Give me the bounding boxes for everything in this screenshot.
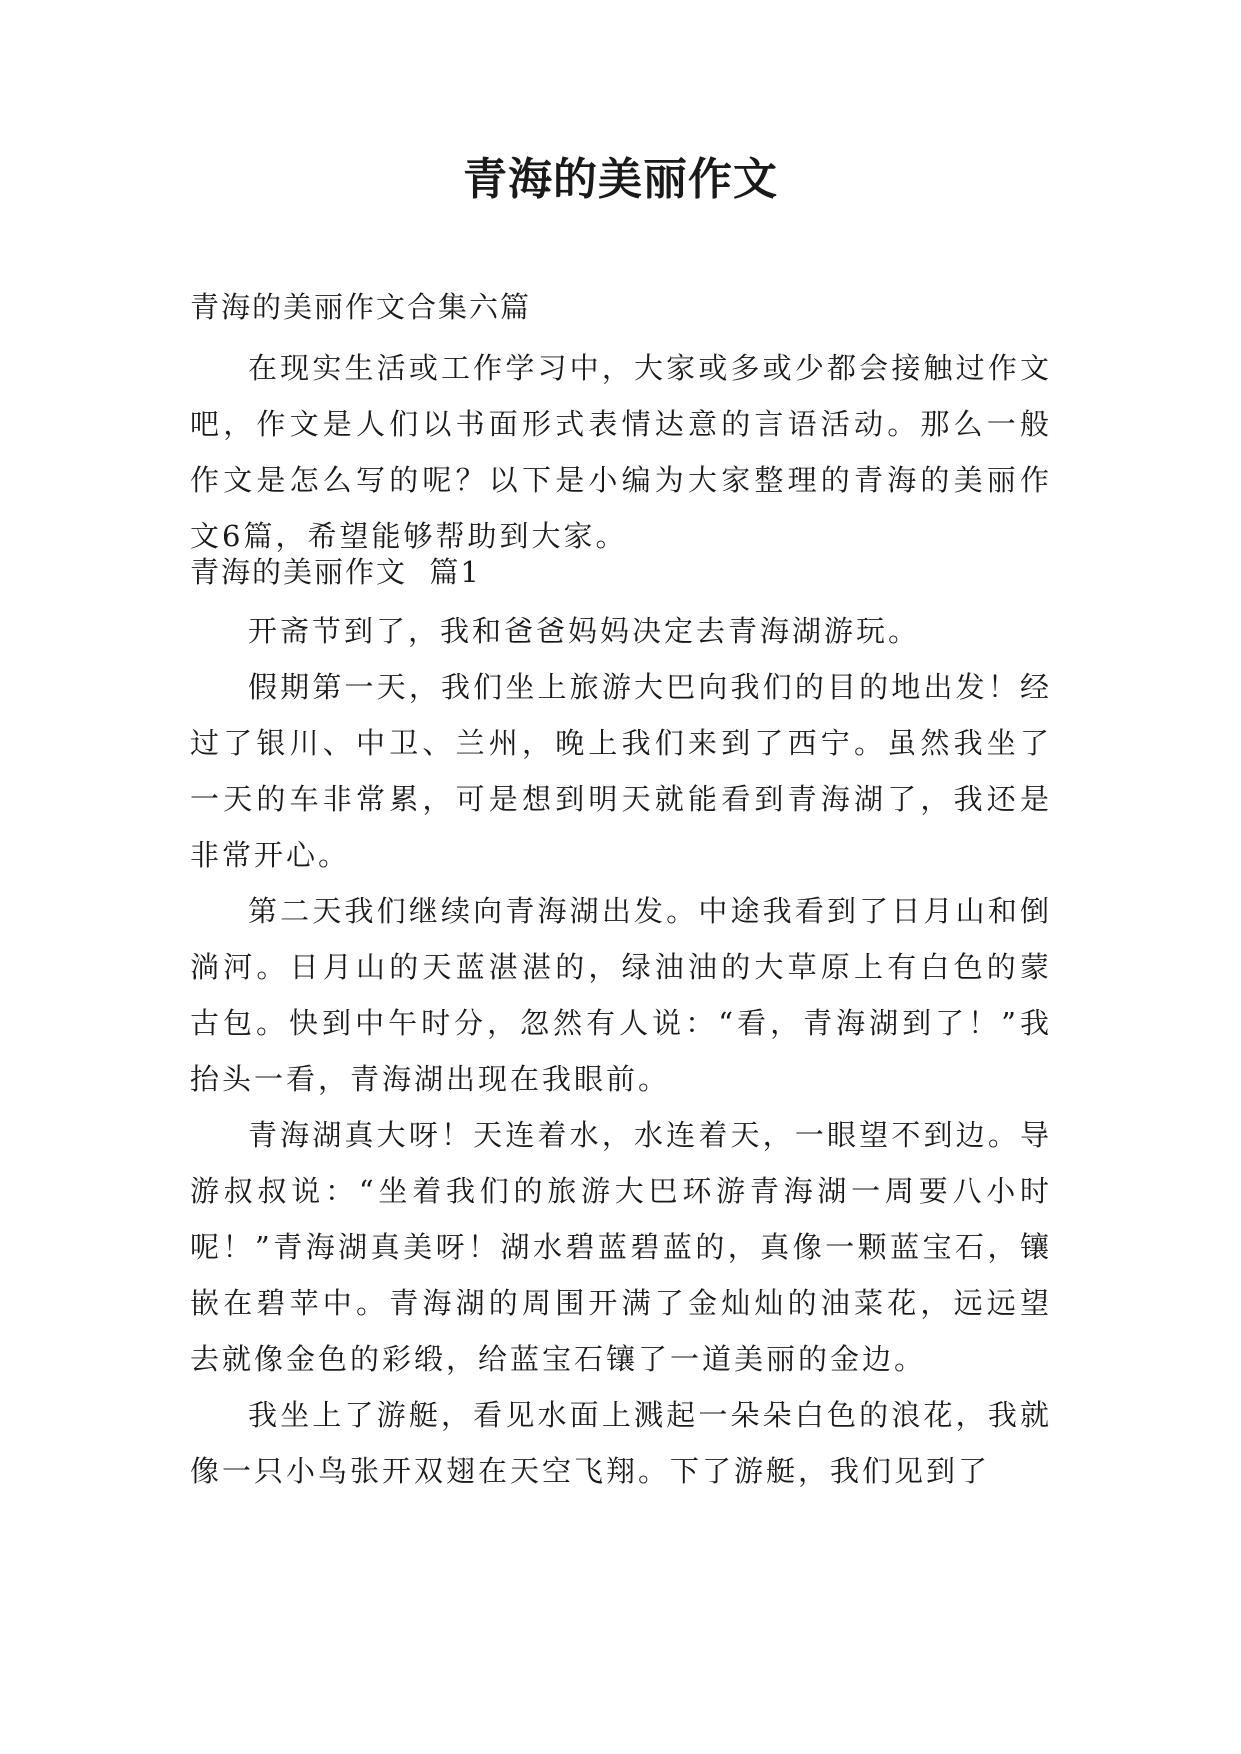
intro-paragraph: 在现实生活或工作学习中，大家或多或少都会接触过作文吧，作文是人们以书面形式表情达意的言语活动。那么一般作文是怎么写的呢？以下是小编为大家整理的青海的美丽作文6篇，希望能够帮助到大家。 <box>190 351 1052 553</box>
document-title: 青海的美丽作文 <box>463 154 778 205</box>
paragraph-3: 第二天我们继续向青海湖出发。中途我看到了日月山和倒淌河。日月山的天蓝湛湛的，绿油油的大草原上有白色的蒙古包。快到中午时分，忽然有人说：“看，青海湖到了！”我抬头一看，青海湖出现在我眼前。 <box>190 894 1052 1096</box>
collection-subtitle: 青海的美丽作文合集六篇 <box>190 290 532 324</box>
paragraph-5: 我坐上了游艇，看见水面上溅起一朵朵白色的浪花，我就像一只小鸟张开双翅在天空飞翔。下了游艇，我们见到了 <box>190 1398 1052 1488</box>
document-body <box>190 287 1052 1499</box>
section-heading: 青海的美丽作文 篇1 <box>190 555 481 589</box>
paragraph-2: 假期第一天，我们坐上旅游大巴向我们的目的地出发！经过了银川、中卫、兰州，晚上我们来到了西宁。虽然我坐了一天的车非常累，可是想到明天就能看到青海湖了，我还是非常开心。 <box>190 670 1052 872</box>
paragraph-1: 开斋节到了，我和爸爸妈妈决定去青海湖游玩。 <box>248 614 921 648</box>
paragraph-4: 青海湖真大呀！天连着水，水连着天，一眼望不到边。导游叔叔说：“坐着我们的旅游大巴环游青海湖一周要八小时呢！”青海湖真美呀！湖水碧蓝碧蓝的，真像一颗蓝宝石，镶嵌在碧苹中。青海湖的周围开满了金灿灿的油菜花，远远望去就像金色的彩缎，给蓝宝石镶了一道美丽的金边。 <box>190 1118 1052 1376</box>
